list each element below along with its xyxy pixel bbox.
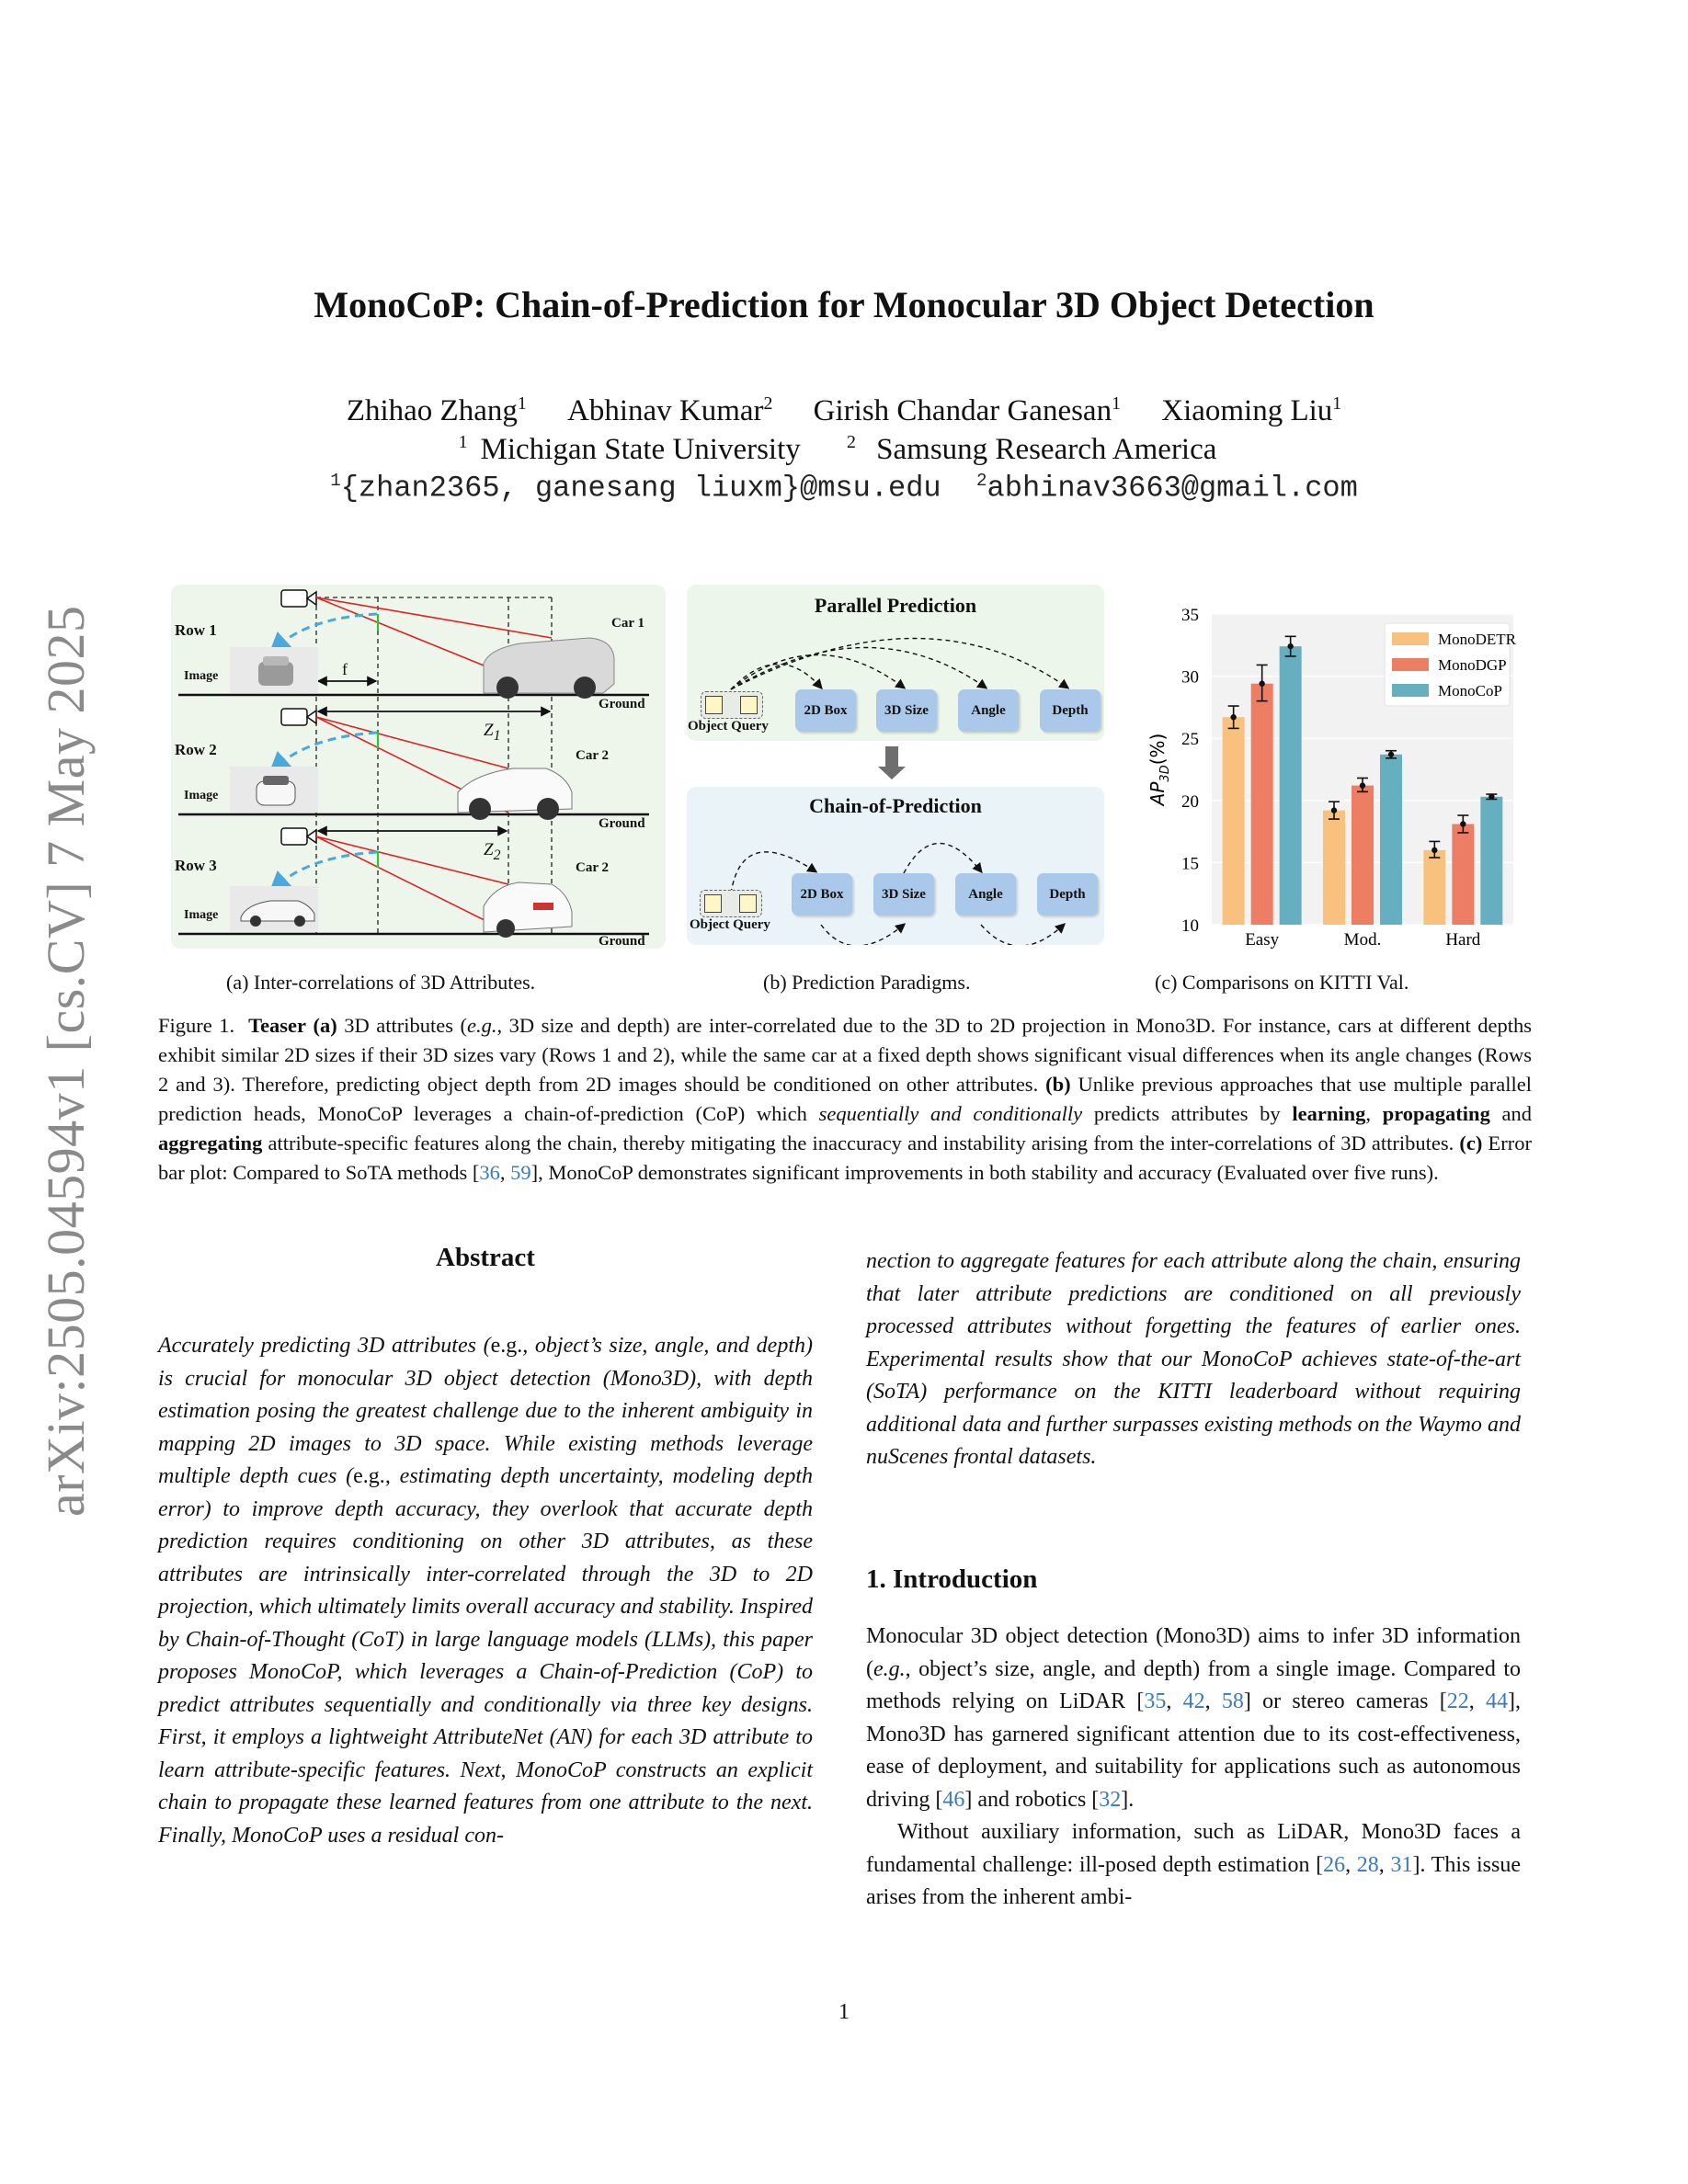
row-label: Row 3 (175, 857, 217, 874)
chain-of-prediction-title: Chain-of-Prediction (809, 794, 982, 817)
attribute-angle: Angle (958, 689, 1019, 732)
abstract-body (158, 1330, 813, 1852)
attribute-depth: Depth (1037, 873, 1098, 916)
citation-link[interactable]: 58 (1221, 1689, 1244, 1713)
arxiv-identifier-stamp: arXiv:2505.04594v1 [cs.CV] 7 May 2025 (36, 605, 96, 1517)
author-name: Girish Chandar Ganesan (813, 394, 1112, 427)
figure-panel-a (171, 585, 666, 949)
attribute-3d-size: 3D Size (876, 689, 937, 732)
y-axis-label: $AP_{3D}(\%)$ (1146, 733, 1172, 806)
mean-marker (1431, 847, 1437, 853)
y-tick-label: 20 (1181, 791, 1199, 812)
bar (1223, 717, 1245, 925)
error-bar-chart (1138, 586, 1524, 954)
citation-link[interactable]: 31 (1390, 1852, 1413, 1877)
legend-swatch (1392, 658, 1429, 671)
ground-label: Ground (599, 816, 645, 831)
figure-panel-b-parallel (687, 585, 1104, 741)
car-label: Car 1 (611, 616, 644, 631)
affiliation (459, 433, 814, 466)
attribute-angle: Angle (955, 873, 1016, 916)
paper-title: MonoCoP: Chain-of-Prediction for Monocular 3D Object Detection (314, 284, 1374, 325)
citation-link[interactable]: 46 (942, 1787, 965, 1812)
citation-link[interactable]: 28 (1356, 1852, 1379, 1877)
bar (1251, 684, 1273, 925)
car-label: Car 2 (576, 748, 609, 763)
caption-marker: (c) (1459, 1132, 1483, 1155)
author-affiliation-mark: 2 (763, 393, 773, 414)
bar (1380, 755, 1402, 925)
subcaption-b: (b) Prediction Paradigms. (763, 971, 971, 994)
author-affiliation-mark: 1 (517, 393, 527, 414)
mean-marker (1331, 807, 1337, 813)
caption-marker: (b) (1045, 1073, 1071, 1096)
sedan-car-illustration (458, 768, 572, 820)
email-link[interactable]: abhinav3663@gmail.com (987, 471, 1358, 506)
caption-text: 3D attributes ( (336, 1014, 467, 1037)
body-text: ] or stereo cameras [ (1243, 1689, 1447, 1713)
affiliation-mark: 1 (458, 432, 468, 452)
body-text: , (1204, 1689, 1222, 1713)
abstract-text: , estimating depth uncertainty, modeling depth error) to improve depth accuracy, they overlook that accurate depth prediction requires conditioning on other 3D attributes, as these attributes are intrinsically inter-correlated through the 3D to 2D projection, which ultimately limits overall accuracy and stability. Inspired by Chain-of-Thought (CoT) in large language models (LLMs), this paper proposes MonoCoP, which leverages a Chain-of-Prediction (CoP) to predict attributes sequentially and conditionally via three key designs. First, it employs a lightweight AttributeNet (AN) for each 3D attribute to learn attribute-specific features. Next, MonoCoP constructs an explicit chain to propagate these learned features from one attribute to the next. Finally, MonoCoP uses a residual con- (158, 1464, 813, 1848)
subcaption-a: (a) Inter-correlations of 3D Attributes. (226, 971, 536, 994)
citation-link[interactable]: 26 (1323, 1852, 1346, 1877)
object-query-label: Object Query (690, 917, 770, 932)
mean-marker (1360, 782, 1365, 788)
author-name: Abhinav Kumar (566, 394, 764, 427)
projection-diagram (171, 585, 666, 949)
caption-text: attribute-specific features along the chain, thereby mitigating the inaccuracy and instability arising from the inter-correlations of 3D attributes. (262, 1132, 1460, 1155)
email-mark: 2 (976, 471, 987, 491)
author-name: Zhihao Zhang (346, 394, 518, 427)
caption-marker: (a) (313, 1014, 337, 1037)
sedan-rear-illustration (484, 882, 572, 938)
figure-panel-b-chain (687, 787, 1104, 945)
mean-marker (1488, 794, 1494, 800)
ground-label: Ground (599, 934, 645, 949)
body-text: ]. (1121, 1787, 1135, 1812)
caption-italic: e.g. (467, 1014, 497, 1037)
body-italic: e.g. (873, 1656, 906, 1681)
author-affiliation-mark: 1 (1332, 393, 1342, 414)
image-label: Image (184, 908, 219, 922)
introduction-body (866, 1621, 1521, 1915)
paragraph (866, 1621, 1521, 1816)
object-query-label: Object Query (688, 719, 769, 734)
depth-label (484, 721, 501, 745)
paragraph (866, 1816, 1521, 1915)
email-mark: 1 (330, 471, 341, 491)
caption-text: predicts attributes by (1082, 1102, 1293, 1125)
affiliation-name: Samsung Research America (868, 433, 1217, 466)
caption-bold: propagating (1382, 1102, 1490, 1125)
row-label: Row 1 (175, 621, 217, 639)
affiliation (847, 433, 1229, 466)
body-text: ] and robotics [ (964, 1787, 1100, 1812)
author-affiliation-mark: 1 (1112, 393, 1121, 414)
email-link[interactable]: {zhan2365, ganesang liuxm}@msu.edu (340, 471, 941, 506)
focal-length-label: f (342, 660, 348, 678)
bar (1423, 850, 1445, 925)
affiliations (0, 432, 1688, 467)
depth-symbol: Z (484, 721, 494, 740)
body-text: , object’s size, angle, and depth) from a single image. Compared to methods relying on LiDAR [ (866, 1656, 1521, 1713)
author (814, 394, 1121, 427)
bar (1452, 824, 1474, 925)
body-text: Without auxiliary information, such as LiDAR, Mono3D faces a fundamental challenge: ill-posed depth estimation [ (866, 1820, 1521, 1877)
y-tick-label: 30 (1181, 667, 1199, 688)
image-label: Image (184, 789, 219, 802)
author (1161, 394, 1341, 427)
citation-link[interactable]: 44 (1486, 1689, 1509, 1713)
abstract-text: Accurately predicting 3D attributes ( (158, 1334, 491, 1358)
image-label: Image (184, 669, 219, 683)
citation-link[interactable]: 59 (510, 1161, 531, 1184)
camera-icon (281, 709, 316, 725)
abstract-heading: Abstract (436, 1243, 535, 1272)
bar (1352, 786, 1374, 925)
affiliation-mark: 2 (847, 432, 856, 452)
mean-marker (1287, 643, 1293, 649)
subcaption-c: (c) Comparisons on KITTI Val. (1155, 971, 1409, 994)
x-tick-label: Mod. (1343, 930, 1382, 950)
abstract-text: e.g. (490, 1334, 523, 1358)
suv-car-illustration (484, 638, 614, 699)
legend-label: MonoCoP (1438, 682, 1502, 700)
affiliation-name: Michigan State University (480, 433, 801, 466)
legend-label: MonoDETR (1438, 631, 1516, 648)
abstract-text: , object’s size, angle, and depth) is crucial for monocular 3D object detection (Mono3D), with depth estimation posing the greatest challenge due to the inherent ambiguity in mapping 2D images to 3D space. While existing methods leverage multiple depth cues ( (158, 1334, 813, 1488)
caption-text: and (1489, 1102, 1532, 1125)
body-text: ], Mono3D has garnered significant attention due to its cost-effectiveness, ease of deployment, and suitability for applications such as autonomous driving [ (866, 1689, 1522, 1812)
figure-caption (158, 1011, 1532, 1188)
mean-marker (1230, 714, 1236, 720)
depth-subscript: 2 (493, 847, 501, 863)
author-name: Xiaoming Liu (1161, 394, 1333, 427)
mean-marker (1460, 821, 1466, 826)
attribute-2d-box: 2D Box (792, 873, 852, 916)
abstract-body-continued: nection to aggregate features for each attribute along the chain, ensuring that later attribute predictions are conditioned on all previously processed attributes without forgetting the features of earlier ones. Experimental results show that our MonoCoP achieves state-of-the-art (SoTA) performance on the KITTI leaderboard without requiring additional data and further surpasses existing methods on the Waymo and nuScenes frontal datasets. (866, 1249, 1521, 1469)
author (347, 394, 527, 427)
object-query-icon (701, 691, 763, 719)
body-text: ]. This issue arises from the inherent ambi- (866, 1852, 1521, 1909)
citation-link[interactable]: 42 (1182, 1689, 1205, 1713)
down-arrow-icon (885, 746, 898, 768)
depth-subscript: 1 (493, 727, 501, 744)
camera-icon (281, 828, 316, 845)
author-emails (0, 471, 1688, 506)
attribute-3d-size: 3D Size (873, 873, 934, 916)
row-label: Row 2 (175, 741, 217, 758)
caption-text: , (1365, 1102, 1383, 1125)
body-text: , (1345, 1852, 1357, 1877)
bar (1480, 797, 1502, 925)
y-tick-label: 10 (1181, 916, 1199, 936)
body-text: , (1166, 1689, 1183, 1713)
citation-link[interactable]: 22 (1446, 1689, 1469, 1713)
caption-text: Error bar plot: Compared to SoTA methods [ (158, 1132, 1532, 1184)
attribute-depth: Depth (1040, 689, 1101, 732)
parallel-prediction-title: Parallel Prediction (814, 594, 977, 617)
car-label: Car 2 (576, 860, 609, 875)
caption-italic: sequentially and conditionally (818, 1102, 1083, 1125)
introduction-heading: 1. Introduction (866, 1564, 1038, 1594)
figure-label: Figure 1. (158, 1014, 235, 1037)
ground-label: Ground (599, 697, 645, 711)
caption-text: , 3D size and depth) are inter-correlated due to the 3D to 2D projection in Mono3D. For instance, cars at different depths exhibit similar 2D sizes if their 3D sizes vary (Rows 1 and 2), while the same car at a fixed depth shows significant visual differences when its angle changes (Rows 2 and 3). Therefore, predicting object depth from 2D images should be conditioned on other attributes. (158, 1014, 1533, 1096)
citation-link[interactable]: 36 (479, 1161, 500, 1184)
legend-label: MonoDGP (1438, 656, 1507, 674)
abstract-text: e.g. (353, 1464, 385, 1488)
caption-text: , (499, 1161, 511, 1184)
caption-text: ], MonoCoP demonstrates significant improvements in both stability and accuracy (Evaluated over five runs). (530, 1161, 1439, 1184)
car-front-thumbnail (258, 656, 293, 686)
depth-symbol: Z (484, 840, 494, 859)
x-tick-label: Hard (1445, 930, 1481, 950)
depth-label (484, 840, 501, 864)
mean-marker (1259, 681, 1264, 687)
author (567, 394, 772, 427)
x-tick-label: Easy (1245, 930, 1280, 950)
citation-link[interactable]: 32 (1099, 1787, 1122, 1812)
bar (1280, 646, 1302, 925)
caption-text: Unlike previous approaches that use multiple parallel prediction heads, MonoCoP leverages a chain-of-prediction (CoP) which (158, 1073, 1532, 1125)
camera-icon (281, 590, 316, 607)
body-text: Monocular 3D object detection (Mono3D) aims to infer 3D information ( (866, 1624, 1521, 1681)
legend-swatch (1392, 632, 1429, 645)
caption-bold: learning (1292, 1102, 1366, 1125)
y-tick-label: 25 (1181, 730, 1199, 750)
object-query-icon (700, 890, 762, 917)
caption-bold: Teaser (248, 1014, 307, 1037)
page-number: 1 (838, 2000, 850, 2024)
mean-marker (1388, 752, 1394, 757)
caption-bold: aggregating (158, 1132, 263, 1155)
attribute-2d-box: 2D Box (795, 689, 856, 732)
body-text: , (1468, 1689, 1487, 1713)
legend-swatch (1392, 684, 1429, 697)
y-tick-label: 35 (1181, 606, 1199, 625)
y-tick-label: 15 (1181, 854, 1199, 874)
bar (1323, 811, 1345, 925)
author-list (0, 393, 1688, 428)
figure-panel-c-chart (1138, 586, 1524, 954)
body-text: , (1378, 1852, 1391, 1877)
citation-link[interactable]: 35 (1144, 1689, 1167, 1713)
